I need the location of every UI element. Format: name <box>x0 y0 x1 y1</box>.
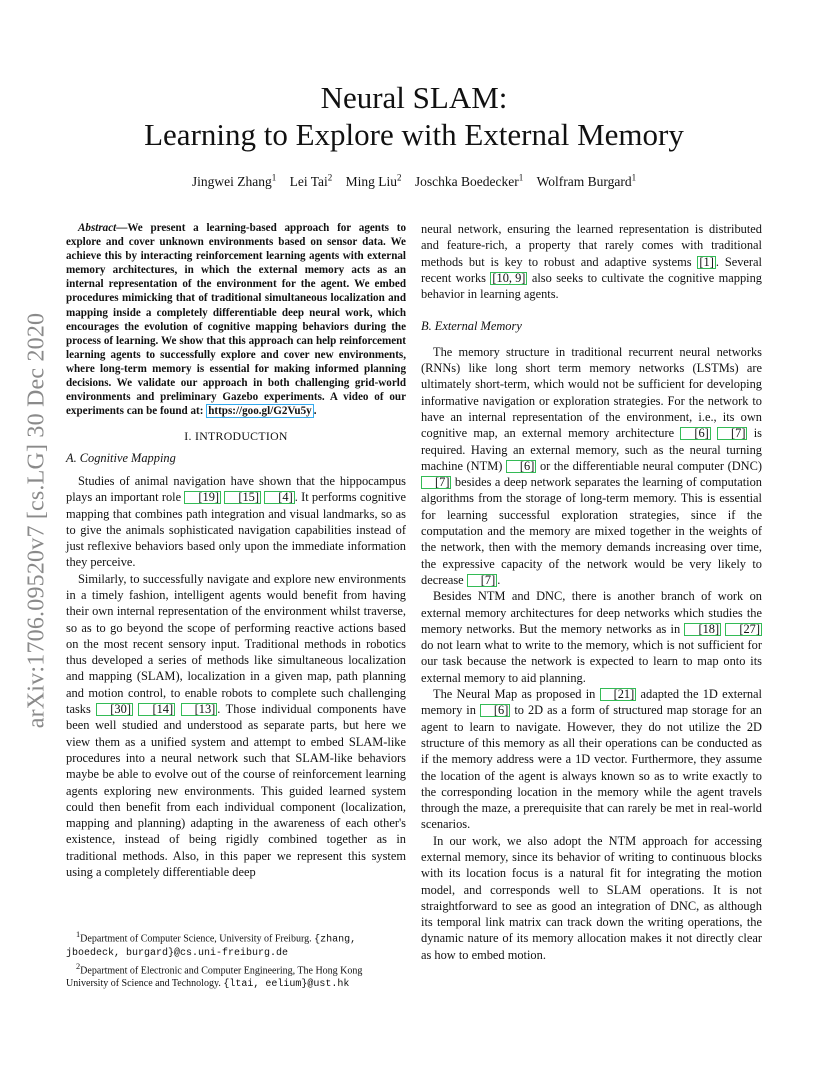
citation-link[interactable]: [14] <box>138 703 175 716</box>
paragraph: In our work, we also adopt the NTM approach for accessing external memory, since its behavior of writing to continuous blocks with its location focus is a natural fit for integrating the motion model, and corresponds well to SLAM operations. It is not straightforward to see as good an integration of DNC, as although its temporal link matrix can track down the writing operations, the dynamic nature of its memory allocation makes it not directly clear as how to embed motion. <box>421 833 762 962</box>
email-list: {ltai, eelium}@ust.hk <box>223 979 350 991</box>
citation-link[interactable]: [6] <box>480 704 510 717</box>
citation-link[interactable]: [15] <box>224 491 261 504</box>
footnote-2: $^2$Department of Electronic and Computer Engineering, The Hong Kong University of Science and Technology. {ltai, eelium}@ust.hk <box>66 961 363 991</box>
citation-link[interactable]: [21] <box>600 688 637 701</box>
author: Jingwei Zhang$^1$ <box>191 172 277 189</box>
citation-link[interactable]: [27] <box>725 623 762 636</box>
citation-link[interactable]: [18] <box>684 623 721 636</box>
abstract-label: Abstract <box>78 222 117 234</box>
author: Ming Liu$^2$ <box>345 172 402 189</box>
citation-link[interactable]: [7] <box>421 476 451 489</box>
paragraph: Studies of animal navigation have shown that the hippocampus plays an important role [19] [15] [4] . It performs cognitive mapping that combines path integration and visual landmarks, so as to give the animals sophisticated navigation capabilities instead of just reflexive behaviors based only upon the immediate information they perceive. <box>66 473 407 570</box>
paragraph: Besides NTM and DNC, there is another branch of work on external memory architectures for deep networks which studies the memory networks. But the memory networks as in [18] [27] do not learn what to write to the memory, which is not sufficient for our task because the network is expected to learn to map onto its external memory to aid planning. <box>421 589 762 685</box>
arxiv-sidebar <box>22 285 52 755</box>
section-heading-introduction: I. INTRODUCTION <box>184 429 288 444</box>
video-link[interactable]: https://goo.gl/G2Vu5y <box>208 405 312 418</box>
author: Joschka Boedecker$^1$ <box>414 172 524 189</box>
paragraph: The memory structure in traditional recurrent neural networks (RNNs) like long short term memory networks (LSTMs) are ultimately short-term, which would not be sufficient for developing informative navigation or exploration strategies. For the network to have an internal representation of the environment, i.e., its own cognitive map, an external memory architecture [6] [7] is required. Having an external memory, such as the neural turning machine (NTM) [6] or the differentiable neural computer (DNC) [7] besides a deep network separates the learning of computation algorithms from the storage of long-term memory. This is essential for learning successful exploration strategies, since if the computation and the memory are mixed together in the weights of the network, then with the memory demands increasing over time, the expressive capacity of the network would be very likely to decrease [7] . <box>421 344 762 587</box>
right-column <box>421 221 762 963</box>
subsection-heading-external-memory: B. External Memory <box>421 319 522 334</box>
citation-link[interactable]: [1] <box>699 254 714 269</box>
paragraph: Similarly, to successfully navigate and explore new environments in a timely fashion, intelligent agents would benefit from having their own internal representation of the environment whilst traverse, so as to go beyond the scope of performing reactive actions based on the most recent sensory input. Traditional methods in robotics thus developed a series of methods like simultaneous localization and mapping (SLAM), localization in a given map, path planning and motion control, to enable robots to complete such challenging tasks [30] [14] [13] . Those individual components have been well studied and understood as separate parts, but here we view them as a unified system and attempt to embed SLAM-like procedures into a neural network such that SLAM-like behaviors maybe be able to evolve out of the course of reinforcement learning agents exploring new environments. This guided learned system could then benefit from each individual component (localization, mapping and planning) adapting in the awareness of each other's existence, instead of being rigidly combined together as in traditional methods. Also, in this paper we represent this system using a completely differentiable deep <box>66 571 406 880</box>
author: Wolfram Burgard$^1$ <box>536 172 637 189</box>
email-list: {zhang, jboedeck, burgard}@cs.uni-freiburg.de <box>66 934 357 960</box>
abstract: Abstract—We present a learning-based approach for agents to explore and cover unknown environments based on sensor data. We achieve this by interacting reinforcement learning agents with external memory architectures, in which the external memory acts as an internal representation of the environment for the agent. We embed procedures mimicking that of traditional simultaneous localization and mapping inside a completely differentiable deep neural work, which encourages the evolution of cognitive mapping behaviors during the process of learning. We show that this approach can help reinforcement learning agents to successfully explore and cover new environments, where long-term memory is essential for making informed planning decisions. We validate our approach in both challenging grid-world environments and preliminary Gazebo experiments. A video of our experiments can be found at: https://goo.gl/G2Vu5y . <box>66 222 406 418</box>
paper-title-line1: Neural SLAM: <box>320 80 508 115</box>
paragraph: The Neural Map as proposed in [21] adapted the 1D external memory in [6] to 2D as a form of structured map storage for an agent to learn to navigate. However, they do not utilize the 2D structure of this memory as all their operations can be conducted as if the memory address were a 1D vector. Furthermore, they assume the location of the agent is always known so as to write exactly to the corresponding location in the memory while the agent travels through the maze, a prerequisite that can rarely be met in real-world scenarios. <box>421 687 762 832</box>
paragraph: neural network, ensuring the learned representation is distributed and feature-rich, a property that rarely comes with traditional methods but is key to robust and adaptive systems [1] . Several recent works [10, 9] also seeks to cultivate the cognitive mapping behavior in learning agents. <box>421 222 762 302</box>
author: Lei Tai$^2$ <box>289 172 333 189</box>
citation-link[interactable]: [10, 9] <box>492 270 526 285</box>
citation-link[interactable]: [30] <box>96 703 133 716</box>
arxiv-identifier: arXiv:1706.09520v7 [cs.LG] 30 Dec 2020 <box>23 312 50 728</box>
paper-title-line2: Learning to Explore with External Memory <box>144 117 684 152</box>
citation-link[interactable]: [7] <box>717 427 747 440</box>
citation-link[interactable]: [13] <box>181 703 218 716</box>
citation-link[interactable]: [7] <box>467 574 497 587</box>
citation-link[interactable]: [19] <box>184 491 221 504</box>
citation-link[interactable]: [4] <box>264 491 294 504</box>
left-column <box>66 221 406 880</box>
subsection-heading-cognitive-mapping: A. Cognitive Mapping <box>66 450 176 465</box>
footnote-1: $^1$Department of Computer Science, University of Freiburg. {zhang, jboedeck, burgard}@cs.uni-freiburg.de <box>66 930 357 960</box>
author-list <box>0 172 828 190</box>
footnotes <box>66 929 406 992</box>
citation-link[interactable]: [6] <box>680 427 710 440</box>
citation-link[interactable]: [6] <box>506 460 536 473</box>
